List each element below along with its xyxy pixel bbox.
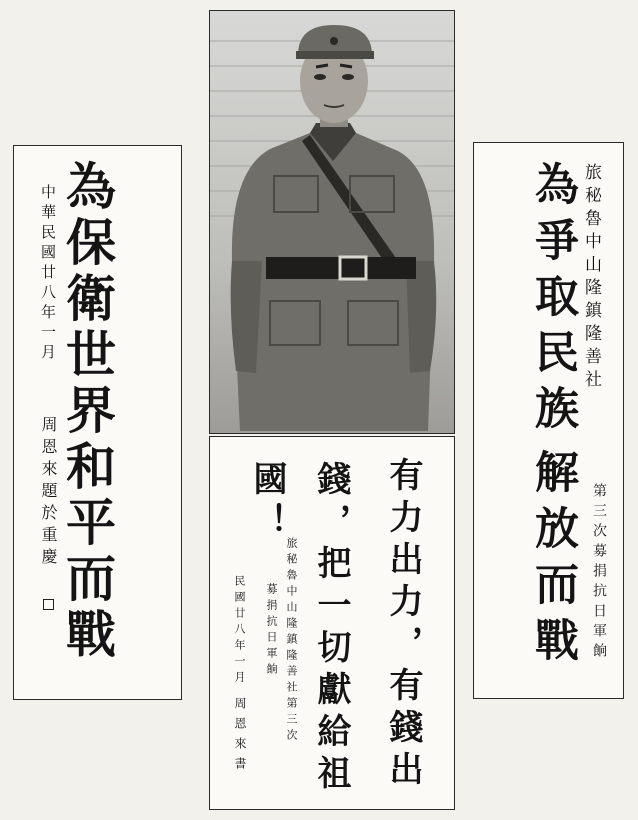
bottom-panel-col1: 有力出力，有錢出 <box>383 457 423 793</box>
bottom-panel-col2: 錢，把一切獻給祖 <box>311 461 351 797</box>
bottom-panel-signature: 周恩來書 <box>233 697 247 777</box>
bottom-panel-date: 民國廿八年一月 <box>233 575 246 687</box>
bottom-panel-col3: 國！ <box>247 461 287 545</box>
right-calligraphy-scroll <box>473 142 624 699</box>
bottom-panel-dedication-line1: 旅秘魯中山隆鎮隆善社第三次 <box>285 537 298 745</box>
left-scroll-signature-text: 周恩來題於重慶 <box>39 416 58 570</box>
right-scroll-dedication-line1: 旅秘魯中山隆鎮隆善社 <box>581 163 601 393</box>
portrait-figure-icon <box>210 11 455 434</box>
right-scroll-main-line1: 為爭取民族 <box>527 161 578 441</box>
right-scroll-dedication-line2: 第三次募捐抗日軍餉 <box>591 483 607 663</box>
right-scroll-main-line2: 解放而戰 <box>527 449 578 673</box>
left-scroll-main-text: 為保衛世界和平而戰 <box>58 160 117 664</box>
portrait-photo <box>209 10 455 434</box>
bottom-panel-dedication-line2: 募捐抗日軍餉 <box>265 583 278 679</box>
left-scroll-date: 中華民國廿八年一月 <box>39 184 57 364</box>
bottom-calligraphy-panel <box>209 436 455 810</box>
left-calligraphy-scroll <box>13 145 182 700</box>
seal-stamp-icon <box>43 599 54 610</box>
left-scroll-signature <box>40 416 56 610</box>
